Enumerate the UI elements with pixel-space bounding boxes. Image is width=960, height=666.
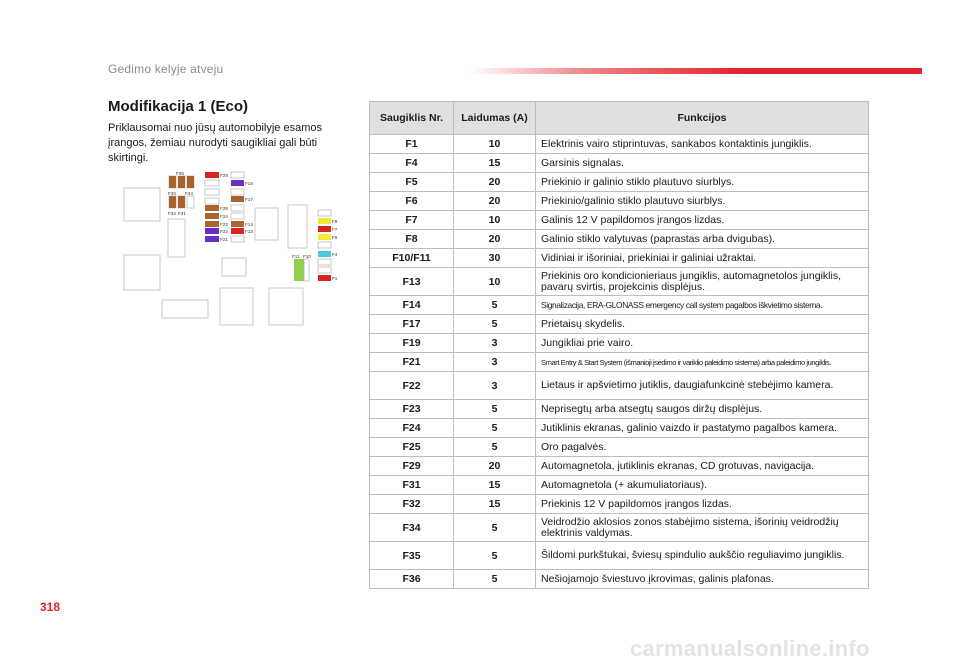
fuse-f14 — [231, 221, 244, 227]
fuse-function: Galinis 12 V papildomos įrangos lizdas. — [536, 211, 869, 230]
fuse-function: Vidiniai ir išoriniai, priekiniai ir galiniai užraktai. — [536, 249, 869, 268]
table-row — [370, 419, 869, 438]
fuse-number: F1 — [370, 135, 454, 154]
panel-outline — [220, 288, 253, 325]
svg-text:F4: F4 — [332, 252, 338, 257]
fuse-function: Neprisegtų arba atsegtų saugos diržų displėjus. — [536, 400, 869, 419]
fuse-number: F14 — [370, 296, 454, 315]
fuse-function: Signalizacija, ERA-GLONASS emergency call system pagalbos iškvietimo sistema. — [536, 296, 869, 315]
table-row — [370, 192, 869, 211]
fuse-function: Automagnetola (+ akumuliatoriaus). — [536, 476, 869, 495]
fuse-amperage: 5 — [454, 570, 536, 589]
fuse-f1 — [318, 275, 331, 281]
fuse-f30 — [169, 196, 176, 208]
table-row — [370, 400, 869, 419]
fuse-f35 — [178, 176, 185, 188]
fuse-function: Priekinis oro kondicionieriaus jungiklis, automagnetolos jungiklis, pavarų svirtis, projekcinis displėjus. — [536, 268, 869, 296]
header-accent-bar — [470, 68, 922, 74]
fuse-f21 — [205, 236, 219, 242]
fuse-f19 — [231, 180, 244, 186]
table-row — [370, 476, 869, 495]
table-row — [370, 230, 869, 249]
fuse-f8 — [318, 218, 331, 224]
svg-text:F19: F19 — [245, 181, 253, 186]
fuse-number: F5 — [370, 173, 454, 192]
svg-text:F17: F17 — [245, 197, 253, 202]
fuse-number: F32 — [370, 495, 454, 514]
fuse-number: F36 — [370, 570, 454, 589]
svg-text:F24: F24 — [220, 214, 228, 219]
svg-text:F8: F8 — [332, 219, 338, 224]
fuse-amperage: 30 — [454, 249, 536, 268]
table-row — [370, 438, 869, 457]
table-row — [370, 542, 869, 570]
fuse-function: Smart Entry & Start System (išmanioji įsėdimo ir variklio paleidimo sistema) arba paleidimo jungiklis. — [536, 353, 869, 372]
table-row — [370, 514, 869, 542]
panel-outline — [255, 208, 278, 240]
fuse-function: Garsinis signalas. — [536, 154, 869, 173]
fuse-number: F35 — [370, 542, 454, 570]
svg-text:F30: F30 — [168, 191, 176, 196]
fuse-amperage: 20 — [454, 173, 536, 192]
table-row — [370, 372, 869, 400]
panel-outline — [269, 288, 303, 325]
table-row — [370, 334, 869, 353]
table-row — [370, 249, 869, 268]
svg-text:F21: F21 — [220, 237, 228, 242]
fuse-number: F23 — [370, 400, 454, 419]
fuse-number: F34 — [370, 514, 454, 542]
fuse-amperage: 10 — [454, 268, 536, 296]
table-row — [370, 268, 869, 296]
table-row — [370, 211, 869, 230]
fuse-number: F8 — [370, 230, 454, 249]
fuse-number: F24 — [370, 419, 454, 438]
page-number: 318 — [40, 600, 61, 614]
svg-text:F25: F25 — [220, 206, 228, 211]
fuse-f22 — [205, 228, 219, 234]
fuse-f4 — [318, 251, 331, 257]
table-header-row — [370, 102, 869, 135]
panel-outline — [124, 188, 160, 221]
fuse-function: Priekinis 12 V papildomos įrangos lizdas. — [536, 495, 869, 514]
table-row — [370, 315, 869, 334]
watermark-text: carmanualsonline.info — [630, 636, 870, 661]
fuse-f25 — [205, 205, 219, 211]
table-row — [370, 495, 869, 514]
svg-text:F13: F13 — [245, 229, 253, 234]
fuse-number: F7 — [370, 211, 454, 230]
fuse-number: F22 — [370, 372, 454, 400]
fuse-f17 — [231, 196, 244, 202]
fuse-amperage: 5 — [454, 400, 536, 419]
fuse-function: Automagnetola, jutiklinis ekranas, CD grotuvas, navigacija. — [536, 457, 869, 476]
column-header-amperage: Laidumas (A) — [454, 102, 536, 135]
fuse-function: Galinio stiklo valytuvas (paprastas arba dvigubas). — [536, 230, 869, 249]
fuse-amperage: 20 — [454, 192, 536, 211]
panel-outline — [222, 258, 246, 276]
fuse-f6 — [318, 234, 331, 240]
fuse-amperage: 5 — [454, 438, 536, 457]
column-header-fuse: Saugiklis Nr. — [370, 102, 454, 135]
fuse-number: F31 — [370, 476, 454, 495]
fuse-amperage: 3 — [454, 372, 536, 400]
fuse-f29 — [205, 172, 219, 178]
fuse-number: F21 — [370, 353, 454, 372]
intro-paragraph: Priklausomai nuo jūsų automobilyje esamos įrangos, žemiau nurodyti saugikliai gali būti skirtingi. — [108, 122, 322, 164]
fuse-amperage: 10 — [454, 211, 536, 230]
fuse-amperage: 5 — [454, 419, 536, 438]
fuse-amperage: 3 — [454, 353, 536, 372]
table-row — [370, 570, 869, 589]
table-row — [370, 457, 869, 476]
svg-text:F23: F23 — [220, 222, 228, 227]
svg-text:F1: F1 — [332, 276, 338, 281]
fuse-function: Jungikliai prie vairo. — [536, 334, 869, 353]
svg-text:F31: F31 — [178, 211, 186, 216]
fuse-function: Prietaisų skydelis. — [536, 315, 869, 334]
svg-text:F10: F10 — [303, 254, 311, 259]
fuse-f7 — [318, 226, 331, 232]
fuse-amperage: 5 — [454, 315, 536, 334]
fuse-amperage: 20 — [454, 457, 536, 476]
svg-text:F35: F35 — [176, 171, 184, 176]
fuse-f11 — [294, 259, 299, 281]
fuse-function: Lietaus ir apšvietimo jutiklis, daugiafunkcinė stebėjimo kamera. — [536, 372, 869, 400]
panel-outline — [168, 219, 185, 257]
fuse-amperage: 15 — [454, 495, 536, 514]
svg-text:F11: F11 — [292, 254, 300, 259]
panel-outline — [288, 205, 307, 248]
fuse-amperage: 5 — [454, 296, 536, 315]
fuse-f13 — [231, 228, 244, 234]
fuse-number: F25 — [370, 438, 454, 457]
table-row — [370, 154, 869, 173]
fuse-amperage: 5 — [454, 514, 536, 542]
table-row — [370, 353, 869, 372]
svg-text:F22: F22 — [220, 229, 228, 234]
fuse-function: Elektrinis vairo stiprintuvas, sankabos kontaktinis jungiklis. — [536, 135, 869, 154]
svg-text:F29: F29 — [220, 173, 228, 178]
fuse-function: Priekinio/galinio stiklo plautuvo siurblys. — [536, 192, 869, 211]
svg-text:F32: F32 — [168, 211, 176, 216]
svg-text:F34: F34 — [185, 191, 193, 196]
table-row — [370, 173, 869, 192]
column-header-function: Funkcijos — [536, 102, 869, 135]
fuse-function: Šildomi purkštukai, šviesų spindulio aukščio reguliavimo jungiklis. — [536, 542, 869, 570]
fuse-amperage: 3 — [454, 334, 536, 353]
table-row — [370, 135, 869, 154]
fuse-f23 — [205, 221, 219, 227]
fuse-table — [369, 101, 869, 589]
section-title: Modifikacija 1 (Eco) — [108, 98, 249, 115]
fuse-function: Jutiklinis ekranas, galinio vaizdo ir pastatymo pagalbos kamera. — [536, 419, 869, 438]
fuse-function: Priekinio ir galinio stiklo plautuvo siurblys. — [536, 173, 869, 192]
fuse-function: Veidrodžio aklosios zonos stabėjimo sistema, išorinių veidrodžių elektrinis valdymas. — [536, 514, 869, 542]
fuse-number: F19 — [370, 334, 454, 353]
fuse-number: F6 — [370, 192, 454, 211]
fuse-number: F17 — [370, 315, 454, 334]
section-header: Gedimo kelyje atveju — [108, 62, 224, 76]
fuse-amperage: 5 — [454, 542, 536, 570]
fuse-amperage: 15 — [454, 476, 536, 495]
fuse-function: Nešiojamojo šviestuvo įkrovimas, galinis plafonas. — [536, 570, 869, 589]
svg-text:F7: F7 — [332, 227, 338, 232]
fuse-number: F29 — [370, 457, 454, 476]
fuse-box-diagram — [108, 164, 348, 334]
svg-text:F14: F14 — [245, 222, 253, 227]
svg-text:F6: F6 — [332, 235, 338, 240]
panel-outline — [162, 300, 208, 318]
fuse-number: F4 — [370, 154, 454, 173]
fuse-f24 — [205, 213, 219, 219]
fuse-amperage: 10 — [454, 135, 536, 154]
fuse-number: F13 — [370, 268, 454, 296]
fuse-amperage: 20 — [454, 230, 536, 249]
fuse-function: Oro pagalvės. — [536, 438, 869, 457]
fuse-amperage: 15 — [454, 154, 536, 173]
fuse-number: F10/F11 — [370, 249, 454, 268]
table-row — [370, 296, 869, 315]
panel-outline — [124, 255, 160, 290]
fuse-f10 — [299, 259, 304, 281]
